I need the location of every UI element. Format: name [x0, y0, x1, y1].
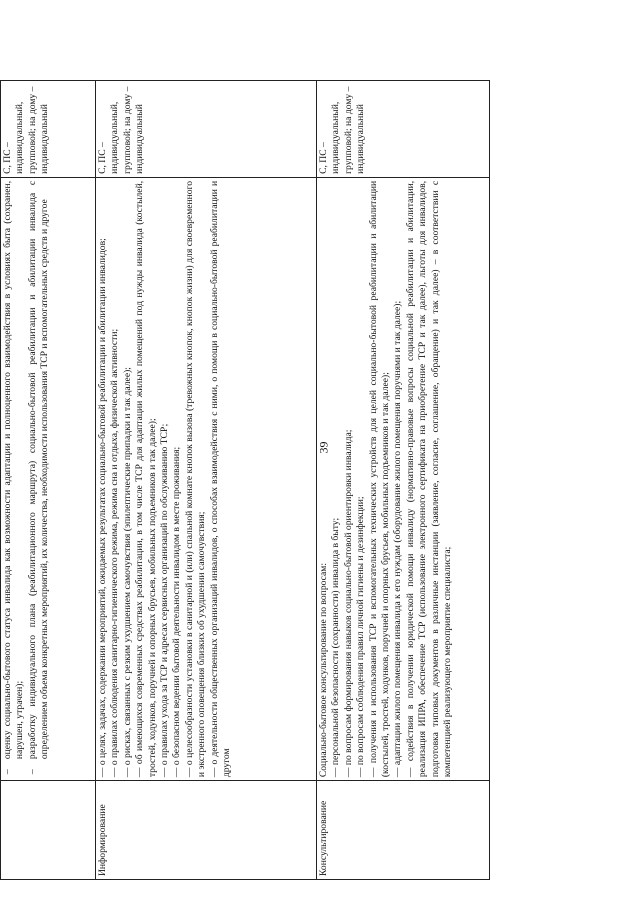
content-line: — о безопасном ведении бытовой деятельности инвалидом в месте проживания;	[171, 446, 183, 778]
content-line: — о рисках, связанных с резким ухудшением самочувствия (эпилептические припадки и так далее);	[121, 367, 133, 778]
service-name-cell: Информирование	[96, 781, 317, 880]
content-line: — персональной безопасности (сохранности) инвалида в быту;	[330, 517, 342, 778]
table-row	[96, 81, 317, 880]
content-line: — содействия в получении юридической помощи инвалиду (нормативно-правовые вопросы социальной реабилитации и абилитации, реализация ИПРА, обеспечение ТСР (использование электронного сертификата на приобретение ТСР и так далее), льготы для инвалидов, подготовка типовых документов в различные инстанции (заявление, согласие, соглашение, обращение) и так далее) – в соответствии с компетенцией реализующего мероприятие специалиста;	[404, 180, 454, 778]
list-item: – разработку индивидуального плана (реабилитационного маршрута) социально-бытовой реабилитации и абилитации инвалида с определением объема конкретных мероприятий, их количества, необходимости использования ТСР и вспомогательных средств и другое	[26, 180, 51, 775]
content-line: — по вопросам формирования навыков социально-бытовой ориентировки инвалида;	[342, 429, 354, 778]
service-content-cell	[1, 177, 96, 780]
content-line: — о правилах соблюдения санитарно-гигиенического режима, режима сна и отдыха, физической активности;	[109, 328, 121, 778]
service-content-cell	[317, 177, 490, 780]
content-line: — о целях, задачах, содержании мероприятий, ожидаемых результатах социально-бытовой реабилитации и абилитации инвалидов;	[97, 238, 108, 778]
content-line: — о правилах ухода за ТСР и адресах сервисных организаций по обслуживанию ТСР;	[159, 423, 171, 778]
service-form-cell: С, ПС – индивидуальный, групповой; на дому – индивидуальный	[317, 81, 490, 178]
table-row	[317, 81, 490, 880]
content-line: — по вопросам соблюдения правил личной гигиены и дезинфекции;	[355, 496, 367, 778]
service-form-cell: С, ПС – индивидуальный, групповой; на дому – индивидуальный	[1, 81, 96, 178]
service-content-cell	[96, 177, 317, 780]
service-name-cell: Консультирование	[317, 781, 490, 880]
item-list	[2, 181, 52, 777]
table-row	[1, 81, 96, 880]
service-form-cell: С, ПС – индивидуальный, групповой; на дому – индивидуальный	[96, 81, 317, 178]
content-line: — получения и использования ТСР и вспомогательных технических устройств для целей социально-бытовой реабилитации и абилитации (костылей, тростей, ходунков, поручней и опорных брусьев, мобильных подъемников и так далее);	[367, 180, 392, 778]
page-number: 39	[316, 441, 331, 454]
list-item: – оценку социально-бытового статуса инвалида как возможности адаптации и полноценного взаимодействия в условиях быта (сохранен, нарушен, утрачен);	[2, 180, 26, 775]
content-line: — о деятельности общественных организаций инвалидов, о способах взаимодействия с ними, о помощи в социально-бытовой реабилитации и другом	[208, 180, 233, 778]
services-table	[0, 80, 490, 880]
content-line: — об имеющихся современных средствах реабилитации, в том числе ТСР для адаптации жилых помещений под нужды инвалида (костылей, тростей, ходунков, поручней и опорных брусьев, мобильных подъемников и так далее);	[134, 180, 158, 778]
content-line: — о целесообразности установки в санитарной и (или) спальной комнате кнопок вызова (тревожных кнопок, кнопок жизни) для своевременного и экстренного оповещения близких об ухудшении самочувствия;	[183, 180, 208, 778]
service-name-cell	[1, 781, 96, 880]
content-line: — адаптации жилого помещения инвалида к его нуждам (оборудование жилого помещения поручнями и так далее);	[392, 300, 404, 778]
rotated-page	[0, 80, 500, 880]
content-line: Социально-бытовое консультирование по вопросам:	[318, 562, 329, 778]
